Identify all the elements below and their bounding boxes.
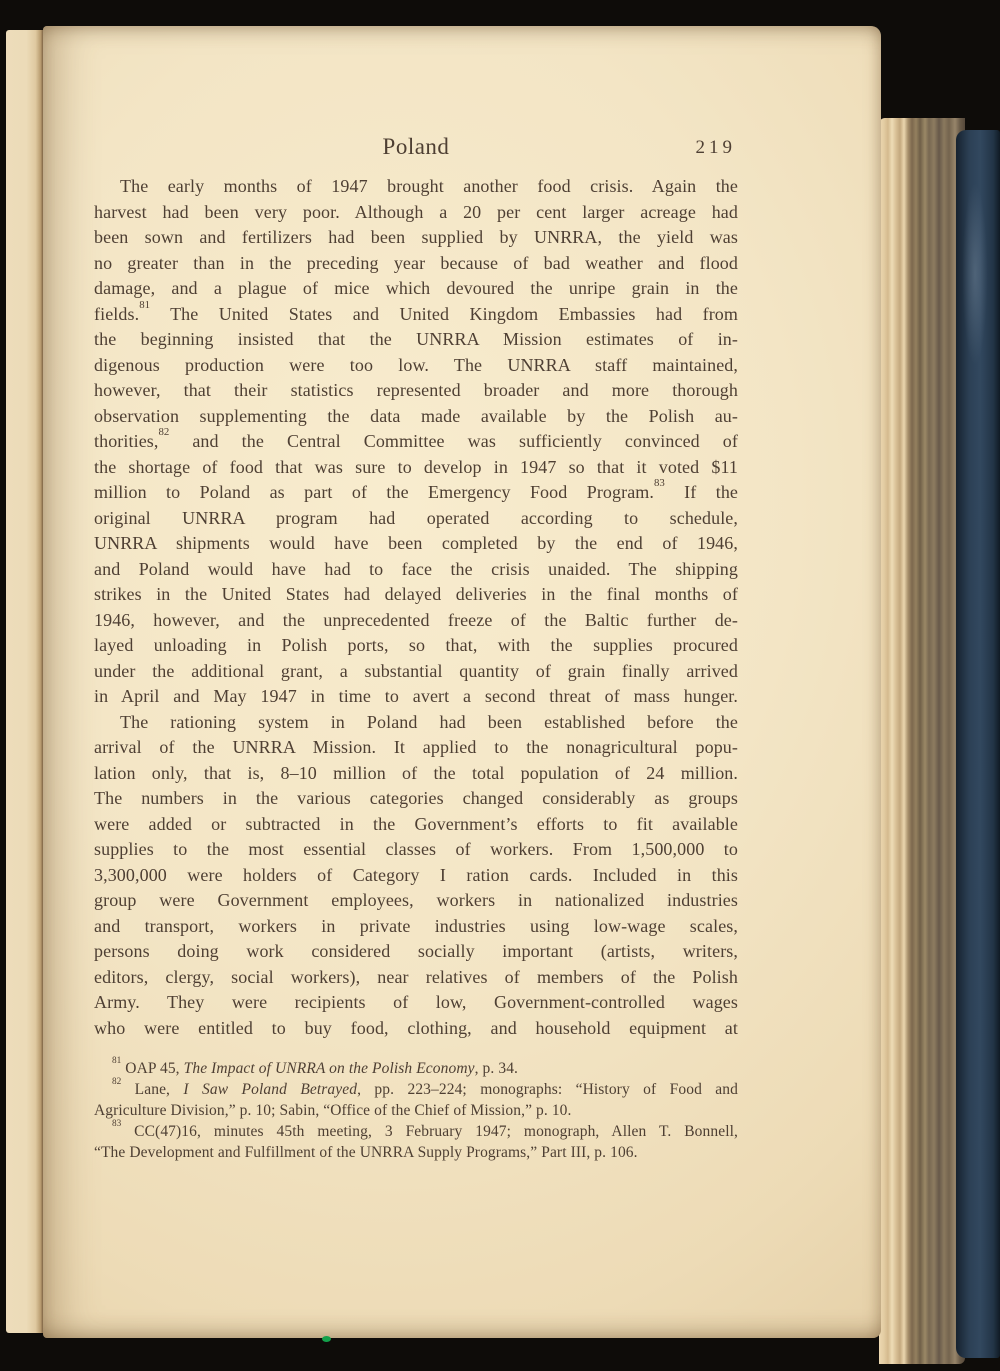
footnote [94,1055,738,1079]
text-line: who were entitled to buy food, clothing, and household equipment at [94,1017,738,1038]
text-line: 3,300,000 were holders of Category I ration cards. Included in this [94,864,738,885]
text-line: observation supplementing the data made available by the Polish au- [94,405,738,426]
text-line: group were Government employees, workers in nationalized industries [94,890,738,910]
text-line: been sown and fertilizers had been supplied by UNRRA, the yield was [94,227,738,247]
footnote-marker: 83 [112,1118,122,1129]
text-line: persons doing work considered socially important (artists, writers, [94,941,738,961]
paragraph [94,710,738,1042]
footnote-marker: 83 [654,477,665,490]
text-line: the beginning insisted that the UNRRA Mission estimates of in- [94,329,738,349]
text-line: million to Poland as part of the Emergency Food Program.$^{83}$ If the [94,477,739,502]
text-line: damage, and a plague of mice which devoured the unripe grain in the [94,278,738,298]
text-line: 1946, however, and the unprecedented freeze of the Baltic further de- [94,609,738,630]
text-line: and Poland would have had to face the crisis unaided. The shipping [94,558,738,579]
text-line: Army. They were recipients of low, Government-controlled wages [94,992,738,1012]
text-line: supplies to the most essential classes of workers. From 1,500,000 to [94,839,738,859]
text-line: the shortage of food that was sure to develop in 1947 so that it voted $11 [94,456,738,477]
text-line: no greater than in the preceding year because of bad weather and flood [94,252,738,273]
page-header [94,134,738,164]
text-line: original UNRRA program had operated according to schedule, [94,507,738,528]
page-content [94,26,738,1163]
text-line: Agriculture Division,” p. 10; Sabin, “Office of the Chief of Mission,” p. 10. [94,1102,572,1119]
scanner-artifact-dot [322,1336,331,1342]
text-line: strikes in the United States had delayed deliveries in the final months of [94,584,738,604]
footnote-marker: 81 [112,1055,122,1066]
text-line: digenous production were too low. The UNRRA staff maintained, [94,354,738,375]
text-line: The early months of 1947 brought another food crisis. Again the [120,176,738,196]
body-text [94,174,738,1041]
text-line: in April and May 1947 in time to avert a second threat of mass hunger. [94,686,738,706]
footnote-marker: 82 [112,1076,122,1087]
text-line: editors, clergy, social workers), near relatives of members of the Polish [94,966,738,987]
footnote [94,1118,738,1163]
text-line: lation only, that is, 8–10 million of the total population of 24 million. [94,762,738,783]
text-line: however, that their statistics represented broader and more thorough [94,380,738,400]
italic-title: The Impact of UNRRA on the Polish Economy [183,1060,475,1077]
book-cover [956,130,1000,1358]
text-line: and transport, workers in private industries using low-wage scales, [94,915,738,936]
footnote [94,1076,738,1121]
book-page [43,26,881,1338]
text-line: $^{82}$ Lane, I Saw Poland Betrayed, pp. 223–224; monographs: “History of Food and [112,1076,738,1098]
text-line: fields.$^{81}$ The United States and United Kingdom Embassies had from [94,298,738,324]
facing-page-edge [6,30,43,1333]
italic-title: I Saw Poland Betrayed [183,1081,358,1098]
footnote-marker: 82 [158,426,170,439]
chapter-title: Poland [382,134,450,159]
footnotes [94,1055,738,1163]
text-line: $^{83}$ CC(47)16, minutes 45th meeting, 3 February 1947; monograph, Allen T. Bonnell, [112,1118,738,1140]
text-line: UNRRA shipments would have been completed by the end of 1946, [94,533,738,553]
text-line: layed unloading in Polish ports, so that, with the supplies procured [94,635,738,655]
text-line: The numbers in the various categories changed considerably as groups [94,788,738,808]
text-line: harvest had been very poor. Although a 20 per cent larger acreage had [94,201,738,222]
text-line: arrival of the UNRRA Mission. It applied to the nonagricultural popu- [94,737,738,757]
page-number: 219 [695,137,736,158]
text-line: $^{81}$ OAP 45, The Impact of UNRRA on the Polish Economy, p. 34. [112,1055,519,1077]
text-line: The rationing system in Poland had been established before the [120,711,738,732]
text-line: under the additional grant, a substantial quantity of grain finally arrived [94,660,738,681]
text-line: “The Development and Fulfillment of the UNRRA Supply Programs,” Part III, p. 106. [94,1144,638,1161]
page-stack-edges [879,118,965,1364]
text-line: thorities,$^{82}$ and the Central Committee was sufficiently convinced of [94,426,738,451]
text-line: were added or subtracted in the Government’s efforts to fit available [94,813,738,834]
paragraph [94,174,738,710]
footnote-marker: 81 [139,298,150,311]
